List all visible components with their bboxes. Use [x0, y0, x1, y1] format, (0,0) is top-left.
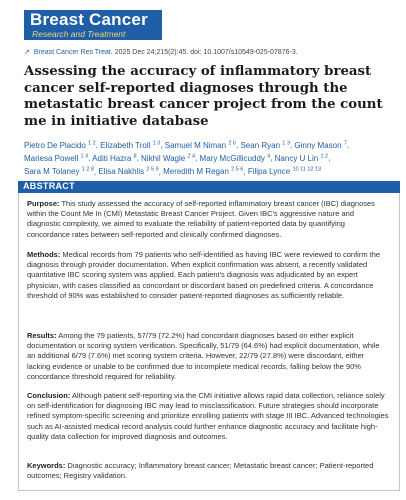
external-link-icon[interactable]: ↗	[24, 49, 30, 56]
purpose-text: This study assessed the accuracy of self-reported inflammatory breast cancer (IBC) diagnoses within the Count Me In (CMI) Metastatic Breast Cancer Project. Given IBC's aggressive nature and diagnostic complexity, we aimed to evaluate the reliability of patient-reported data by quantifying concordance rates between self-reported and clinically confirmed diagnoses.	[27, 199, 375, 239]
author-link[interactable]	[275, 154, 328, 163]
author-affiliation[interactable]: 1 2	[320, 153, 329, 160]
journal-subtitle: Research and Treatment	[32, 29, 126, 39]
author-affiliation[interactable]: 10 11 12 13	[292, 166, 322, 173]
conclusion-label: Conclusion:	[27, 391, 71, 400]
author-name: Meredith M Regan	[163, 167, 229, 177]
author-affiliation[interactable]: 1 3	[282, 140, 290, 146]
conclusion-text: Although patient self-reporting via the CMI initiative allows rapid data collection, reliance solely on self-identification for diagnosing IBC may lead to misclassification. Future strategies should incorporate refined symptom-specific screening and prioritize enrolling patients with stage III IBC. Advanced technologies such as AI-assisted medical record analysis could further enhance diagnostic accuracy and facilitate high-quality data collection for improved diagnosis and outcomes.	[27, 391, 389, 441]
author-link[interactable]	[98, 167, 158, 176]
author-link[interactable]	[163, 167, 243, 176]
author-name: Elizabeth Troll	[100, 140, 151, 150]
author-link[interactable]	[24, 167, 94, 176]
author-name: Sean Ryan	[240, 140, 281, 150]
abstract-conclusion	[27, 391, 389, 442]
abstract-purpose	[27, 199, 389, 240]
keywords-text: Diagnostic accuracy; Inflammatory breast cancer; Metastatic breast cancer; Patient-reported outcomes; Registry validation.	[27, 461, 374, 481]
author-affiliation[interactable]: 1 3	[80, 153, 89, 160]
keywords-label: Keywords:	[27, 461, 66, 470]
author-name: Sara M Tolaney	[24, 167, 80, 177]
author-link[interactable]	[294, 141, 346, 150]
abstract-methods	[27, 250, 389, 301]
abstract-heading: ABSTRACT	[23, 181, 75, 191]
abstract-results	[27, 331, 389, 382]
author-link[interactable]	[141, 154, 195, 163]
author-link[interactable]	[200, 154, 271, 163]
results-label: Results:	[27, 331, 57, 340]
author-affiliation[interactable]: 2 6	[228, 140, 236, 146]
author-affiliation[interactable]: 2 4	[187, 153, 196, 160]
author-affiliation[interactable]: 2 5 9	[146, 166, 159, 173]
journal-banner[interactable]	[24, 10, 162, 40]
author-link[interactable]	[165, 141, 236, 150]
author-name: Filipa Lynce	[247, 167, 291, 177]
author-affiliation[interactable]: 1 2 8	[81, 166, 94, 173]
author-link[interactable]	[24, 141, 96, 150]
results-text: Among the 79 patients, 57/79 (72.2%) had concordant diagnoses based on either explicit documentation or scoring system verification. Specifically, 51/79 (64.6%) had explicit documentation, while an additional 6/79 (7.6%) met scoring system criteria. However, 22/79 (27.8%) were discordant, either lacking evidence or unable to be confirmed due to incomplete medical records, falling below the 90% concordance threshold required for reliability.	[27, 331, 380, 381]
purpose-label: Purpose:	[27, 199, 60, 208]
author-name: Samuel M Niman	[164, 140, 227, 150]
author-affiliation[interactable]: 2 5 6	[231, 166, 244, 173]
journal-abbrev-link[interactable]: Breast Cancer Res Treat.	[33, 49, 113, 56]
abstract-heading-bar	[18, 181, 400, 193]
author-name: Pietro De Placido	[24, 140, 86, 150]
author-name: Ginny Mason	[294, 140, 342, 150]
methods-text: Medical records from 79 patients who self-identified as having IBC were reviewed to confirm the diagnosis through provider documentation. When explicit confirmation was absent, a recently validated quantitative IBC scoring system was applied. Each patient's diagnosis was adjudicated by an expert physician, with cases classified as concordant or discordant based on predefined criteria. A concordance threshold of 90% was established to consider patient-reported diagnoses as sufficiently reliable.	[27, 250, 381, 300]
author-link[interactable]	[240, 141, 289, 150]
author-name: Nancy U Lin	[274, 153, 319, 163]
article-title: Assessing the accuracy of inflammatory breast cancer self-reported diagnoses through the metastatic breast cancer project from the count me in initiative database	[24, 64, 383, 129]
author-link[interactable]	[248, 167, 321, 176]
author-name: Nikhil Wagle	[141, 153, 186, 163]
citation-details: 2025 Dec 24;215(2):45. doi: 10.1007/s10549-025-07876-3.	[114, 49, 298, 56]
author-link[interactable]	[100, 141, 160, 150]
author-name: Aditi Hazra	[92, 153, 132, 163]
methods-label: Methods:	[27, 250, 61, 259]
author-link[interactable]	[92, 154, 136, 163]
abstract-keywords	[27, 461, 389, 481]
author-list: Pietro De Placido $^{1 2}$, Elizabeth Troll $^{1 3}$, Samuel M Niman $^{2 6}$, Sean Ryan $^{1 3}$, Ginny Mason $^7$, Mariesa Powell $^{1 3}$, Aditi Hazra $^8$, Nikhil Wagle $^{2 4}$, Mary McGillicuddy $^4$, Nancy U Lin $^{1 2}$, Sara M Tolaney $^{1 2 8}$, Elisa Nakhlis $^{2 5 9}$, Meredith M Regan $^{2 5 6}$, Filipa Lynce $^{10 11 12 13}$	[24, 140, 350, 177]
journal-name: Breast Cancer	[30, 10, 148, 29]
citation-line	[24, 48, 298, 56]
author-affiliation[interactable]: 8	[133, 153, 137, 160]
author-link[interactable]	[24, 154, 88, 163]
author-name: Mariesa Powell	[24, 153, 79, 163]
abstract-body	[18, 193, 400, 491]
author-affiliation[interactable]: 4	[267, 153, 271, 160]
author-name: Mary McGillicuddy	[199, 153, 265, 163]
author-affiliation[interactable]: 1 2	[88, 140, 96, 146]
author-affiliation[interactable]: 1 3	[152, 140, 161, 146]
author-name: Elisa Nakhlis	[98, 167, 145, 177]
author-affiliation[interactable]: 7	[343, 140, 347, 146]
